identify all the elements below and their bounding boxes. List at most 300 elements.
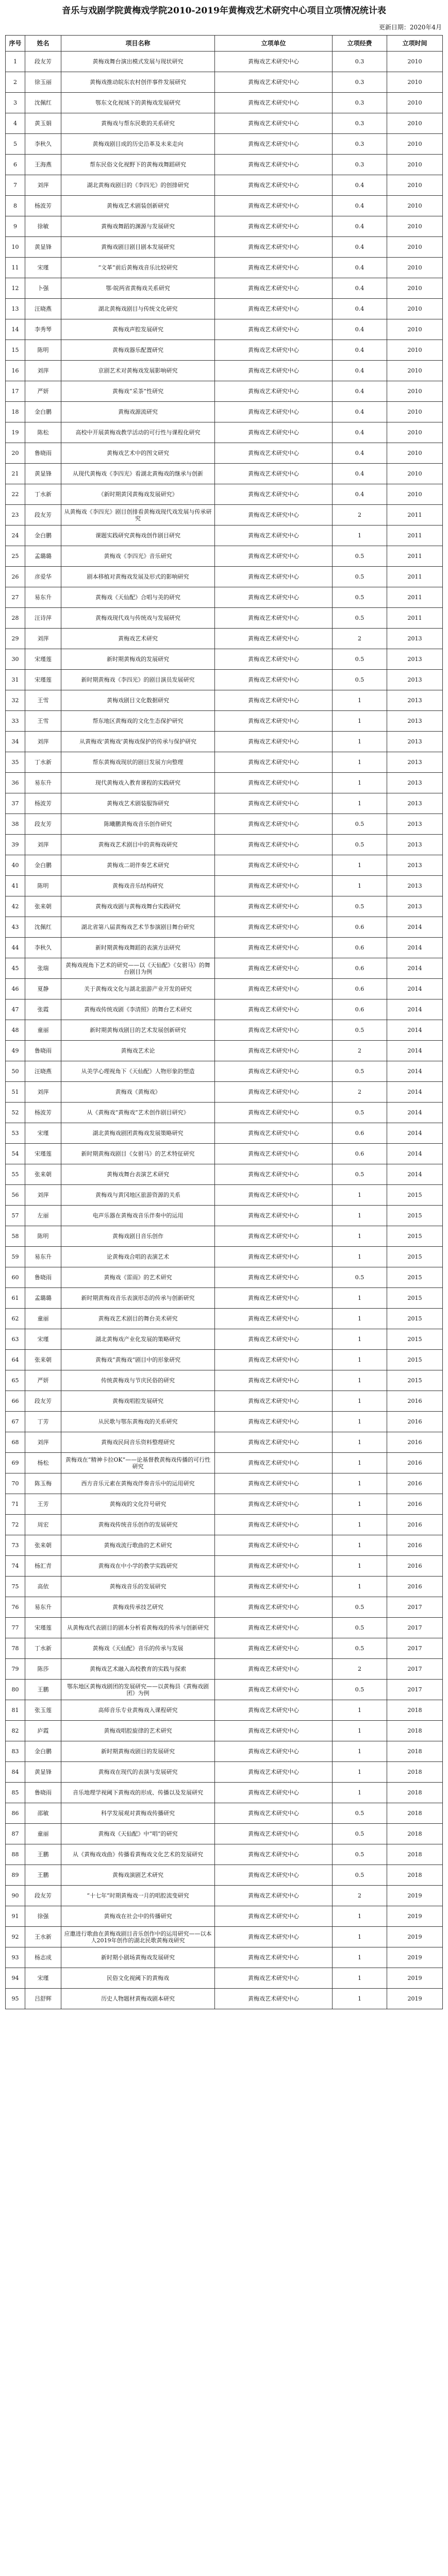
cell-index: 26 xyxy=(6,567,25,587)
cell-index: 4 xyxy=(6,113,25,134)
cell-year: 2013 xyxy=(387,896,443,917)
cell-unit: 黄梅戏艺术研究中心 xyxy=(215,1515,333,1535)
cell-project: 黄梅戏民间音乐资料整理研究 xyxy=(61,1432,215,1453)
cell-name: 周宏 xyxy=(25,1515,61,1535)
cell-year: 2016 xyxy=(387,1494,443,1515)
cell-name: 刘萍 xyxy=(25,361,61,381)
cell-unit: 黄梅戏艺术研究中心 xyxy=(215,1577,333,1597)
cell-index: 35 xyxy=(6,752,25,773)
cell-unit: 黄梅戏艺术研究中心 xyxy=(215,1164,333,1185)
cell-funding: 0.4 xyxy=(333,258,387,278)
cell-project: 黄梅戏二胡伴奏艺术研究 xyxy=(61,855,215,876)
cell-unit: 黄梅戏艺术研究中心 xyxy=(215,1886,333,1906)
cell-funding: 0.5 xyxy=(333,567,387,587)
cell-index: 17 xyxy=(6,381,25,402)
cell-project: 从现代黄梅戏《李四光》看湖北黄梅戏的继承与创新 xyxy=(61,464,215,484)
cell-funding: 0.5 xyxy=(333,1638,387,1659)
cell-funding: 0.3 xyxy=(333,113,387,134)
cell-name: 陈松 xyxy=(25,422,61,443)
cell-project: 黄梅戏《雷雨》的艺术研究 xyxy=(61,1267,215,1288)
cell-funding: 0.5 xyxy=(333,1680,387,1700)
cell-name: 鲁晓雨 xyxy=(25,1783,61,1803)
cell-name: 鲁晓雨 xyxy=(25,1041,61,1061)
cell-funding: 0.5 xyxy=(333,1803,387,1824)
cell-project: 黄梅戏传统音乐创作的发展研究 xyxy=(61,1515,215,1535)
cell-name: 宋瑾莲 xyxy=(25,1618,61,1638)
cell-name: 黄玉娟 xyxy=(25,113,61,134)
cell-funding: 1 xyxy=(333,1206,387,1226)
cell-index: 65 xyxy=(6,1370,25,1391)
table-row xyxy=(6,1453,443,1473)
cell-year: 2010 xyxy=(387,258,443,278)
cell-unit: 黄梅戏艺术研究中心 xyxy=(215,1638,333,1659)
cell-year: 2014 xyxy=(387,917,443,938)
cell-year: 2014 xyxy=(387,1123,443,1144)
cell-year: 2018 xyxy=(387,1762,443,1783)
cell-year: 2014 xyxy=(387,979,443,999)
cell-name: 徐敏 xyxy=(25,216,61,237)
cell-funding: 1 xyxy=(333,1762,387,1783)
cell-index: 8 xyxy=(6,196,25,216)
cell-year: 2018 xyxy=(387,1721,443,1741)
cell-year: 2019 xyxy=(387,1989,443,2009)
table-row xyxy=(6,1535,443,1556)
cell-year: 2013 xyxy=(387,773,443,793)
table-row xyxy=(6,216,443,237)
table-row xyxy=(6,1865,443,1886)
table-row xyxy=(6,443,443,464)
cell-unit: 黄梅戏艺术研究中心 xyxy=(215,134,333,155)
cell-index: 9 xyxy=(6,216,25,237)
cell-year: 2014 xyxy=(387,938,443,958)
cell-unit: 黄梅戏艺术研究中心 xyxy=(215,1865,333,1886)
cell-funding: 1 xyxy=(333,1741,387,1762)
cell-unit: 黄梅戏艺术研究中心 xyxy=(215,1473,333,1494)
cell-unit: 黄梅戏艺术研究中心 xyxy=(215,1824,333,1844)
cell-unit: 黄梅戏艺术研究中心 xyxy=(215,278,333,299)
table-row xyxy=(6,155,443,175)
cell-funding: 1 xyxy=(333,855,387,876)
cell-name: 张瑞 xyxy=(25,958,61,979)
cell-funding: 1 xyxy=(333,1412,387,1432)
cell-index: 7 xyxy=(6,175,25,196)
cell-project: 现代黄梅戏入教育课程的实践研究 xyxy=(61,773,215,793)
header-project: 项目名称 xyxy=(61,36,215,52)
cell-funding: 1 xyxy=(333,1906,387,1927)
cell-index: 59 xyxy=(6,1247,25,1267)
cell-name: 夏静 xyxy=(25,979,61,999)
cell-name: 张霞 xyxy=(25,999,61,1020)
table-row xyxy=(6,711,443,732)
cell-name: 陈明 xyxy=(25,340,61,361)
cell-year: 2013 xyxy=(387,752,443,773)
cell-name: 左丽 xyxy=(25,1206,61,1226)
cell-name: 彦爱华 xyxy=(25,567,61,587)
cell-project: 高校中开展黄梅戏教学活动的可行性与课程化研究 xyxy=(61,422,215,443)
table-row xyxy=(6,773,443,793)
cell-year: 2015 xyxy=(387,1288,443,1309)
cell-project: 传统黄梅戏与节庆民俗的研究 xyxy=(61,1370,215,1391)
cell-funding: 1 xyxy=(333,1700,387,1721)
cell-index: 89 xyxy=(6,1865,25,1886)
cell-name: 高依 xyxy=(25,1577,61,1597)
cell-index: 68 xyxy=(6,1432,25,1453)
cell-name: 汪晓燕 xyxy=(25,1061,61,1082)
cell-name: 段友芳 xyxy=(25,814,61,835)
cell-project: 黄梅戏剧目成的历史沿革及未来走向 xyxy=(61,134,215,155)
cell-name: 黄显锋 xyxy=(25,464,61,484)
cell-index: 44 xyxy=(6,938,25,958)
cell-name: 卜强 xyxy=(25,278,61,299)
table-row xyxy=(6,1906,443,1927)
cell-funding: 0.5 xyxy=(333,1061,387,1082)
cell-funding: 0.5 xyxy=(333,1597,387,1618)
cell-name: 丁水新 xyxy=(25,1638,61,1659)
table-row xyxy=(6,629,443,649)
cell-index: 83 xyxy=(6,1741,25,1762)
cell-project: 黄梅戏艺术剧目的舞台美术研究 xyxy=(61,1309,215,1329)
cell-project: 新时期黄梅戏剧目的艺术发展创新研究 xyxy=(61,1020,215,1041)
cell-project: 黄梅戏的文化符号研究 xyxy=(61,1494,215,1515)
cell-funding: 1 xyxy=(333,773,387,793)
cell-year: 2010 xyxy=(387,381,443,402)
cell-funding: 0.5 xyxy=(333,896,387,917)
project-table xyxy=(5,35,443,2009)
cell-name: 段友芳 xyxy=(25,505,61,526)
cell-funding: 1 xyxy=(333,1947,387,1968)
cell-project: 黄梅戏艺术融入高校教育的实践与探索 xyxy=(61,1659,215,1680)
cell-year: 2011 xyxy=(387,526,443,546)
cell-index: 62 xyxy=(6,1309,25,1329)
cell-year: 2010 xyxy=(387,464,443,484)
table-row xyxy=(6,422,443,443)
table-row xyxy=(6,340,443,361)
cell-project: “十七年”时期黄梅戏一月的唱腔流变研究 xyxy=(61,1886,215,1906)
cell-name: 鲁晓雨 xyxy=(25,1267,61,1288)
cell-name: 丁芳 xyxy=(25,1412,61,1432)
cell-unit: 黄梅戏艺术研究中心 xyxy=(215,1783,333,1803)
table-row xyxy=(6,237,443,258)
cell-index: 46 xyxy=(6,979,25,999)
cell-name: 易东升 xyxy=(25,587,61,608)
cell-project: 黄梅戏艺术中的图文研究 xyxy=(61,443,215,464)
table-row xyxy=(6,1185,443,1206)
cell-funding: 2 xyxy=(333,629,387,649)
cell-name: 王雪 xyxy=(25,690,61,711)
cell-funding: 0.4 xyxy=(333,361,387,381)
table-row xyxy=(6,72,443,93)
table-row xyxy=(6,134,443,155)
cell-index: 12 xyxy=(6,278,25,299)
table-row xyxy=(6,1123,443,1144)
cell-index: 85 xyxy=(6,1783,25,1803)
table-row xyxy=(6,649,443,670)
table-row xyxy=(6,1061,443,1082)
cell-project: 黄梅戏与帮东民歌的关系研究 xyxy=(61,113,215,134)
cell-year: 2010 xyxy=(387,216,443,237)
cell-year: 2019 xyxy=(387,1968,443,1989)
cell-index: 31 xyxy=(6,670,25,690)
cell-funding: 1 xyxy=(333,732,387,752)
cell-year: 2014 xyxy=(387,958,443,979)
table-row xyxy=(6,896,443,917)
cell-funding: 0.5 xyxy=(333,649,387,670)
cell-index: 15 xyxy=(6,340,25,361)
cell-year: 2016 xyxy=(387,1515,443,1535)
cell-funding: 0.4 xyxy=(333,381,387,402)
cell-year: 2010 xyxy=(387,196,443,216)
cell-project: 黄梅戏《天仙配》音乐的传承与发展 xyxy=(61,1638,215,1659)
cell-project: 科学发展观对黄梅戏传播研究 xyxy=(61,1803,215,1824)
cell-project: 黄梅戏在“精神卡拉OK”——论基督教黄梅戏传播的可行性研究 xyxy=(61,1453,215,1473)
cell-funding: 0.3 xyxy=(333,72,387,93)
cell-name: 刘萍 xyxy=(25,1185,61,1206)
table-body xyxy=(6,52,443,2009)
cell-unit: 黄梅戏艺术研究中心 xyxy=(215,1185,333,1206)
cell-year: 2013 xyxy=(387,690,443,711)
cell-project: 黄梅戏剧目文化数据研究 xyxy=(61,690,215,711)
cell-unit: 黄梅戏艺术研究中心 xyxy=(215,855,333,876)
cell-funding: 0.4 xyxy=(333,464,387,484)
cell-year: 2010 xyxy=(387,484,443,505)
table-row xyxy=(6,1721,443,1741)
table-row xyxy=(6,587,443,608)
cell-year: 2018 xyxy=(387,1865,443,1886)
cell-year: 2010 xyxy=(387,340,443,361)
cell-funding: 1 xyxy=(333,793,387,814)
cell-name: 孟璐璐 xyxy=(25,546,61,567)
cell-name: 金白鹏 xyxy=(25,855,61,876)
cell-funding: 1 xyxy=(333,1968,387,1989)
cell-year: 2015 xyxy=(387,1185,443,1206)
cell-project: 黄梅戏艺术剧装服饰研究 xyxy=(61,793,215,814)
table-row xyxy=(6,938,443,958)
table-row xyxy=(6,793,443,814)
cell-funding: 0.4 xyxy=(333,216,387,237)
table-row xyxy=(6,1989,443,2009)
table-row xyxy=(6,258,443,278)
table-row xyxy=(6,464,443,484)
cell-name: 杨波芳 xyxy=(25,1103,61,1123)
cell-name: 宋瑾莲 xyxy=(25,1144,61,1164)
cell-index: 52 xyxy=(6,1103,25,1123)
table-row xyxy=(6,752,443,773)
cell-project: 关于黄梅戏文化与湖北旅游产业开发的研究 xyxy=(61,979,215,999)
cell-index: 40 xyxy=(6,855,25,876)
cell-project: 湖北黄梅戏剧目与传统文化研究 xyxy=(61,299,215,319)
table-row xyxy=(6,1515,443,1535)
cell-project: 黄梅戏在中小学的教学实践研究 xyxy=(61,1556,215,1577)
cell-project: 从黄梅戏‘黄梅戏’黄梅戏保护的传承与保护研究 xyxy=(61,732,215,752)
cell-funding: 0.4 xyxy=(333,196,387,216)
cell-funding: 1 xyxy=(333,1556,387,1577)
cell-name: 段友芳 xyxy=(25,52,61,72)
cell-funding: 0.5 xyxy=(333,1020,387,1041)
cell-year: 2011 xyxy=(387,587,443,608)
cell-unit: 黄梅戏艺术研究中心 xyxy=(215,999,333,1020)
cell-name: 黄显锋 xyxy=(25,237,61,258)
cell-unit: 黄梅戏艺术研究中心 xyxy=(215,1432,333,1453)
cell-year: 2016 xyxy=(387,1473,443,1494)
cell-unit: 黄梅戏艺术研究中心 xyxy=(215,340,333,361)
cell-project: 从黄梅戏《李四光》剧目创排看黄梅戏现代戏发展与传承研究 xyxy=(61,505,215,526)
cell-index: 75 xyxy=(6,1577,25,1597)
cell-unit: 黄梅戏艺术研究中心 xyxy=(215,52,333,72)
cell-name: 沈佩红 xyxy=(25,93,61,113)
cell-name: 杨波芳 xyxy=(25,793,61,814)
cell-funding: 0.5 xyxy=(333,1844,387,1865)
cell-funding: 2 xyxy=(333,1082,387,1103)
table-row xyxy=(6,1226,443,1247)
cell-funding: 0.4 xyxy=(333,278,387,299)
cell-year: 2014 xyxy=(387,1144,443,1164)
cell-unit: 黄梅戏艺术研究中心 xyxy=(215,299,333,319)
table-row xyxy=(6,546,443,567)
cell-index: 18 xyxy=(6,402,25,422)
cell-index: 64 xyxy=(6,1350,25,1370)
cell-project: 黄梅戏器乐配置研究 xyxy=(61,340,215,361)
table-row xyxy=(6,1783,443,1803)
cell-project: 帮东黄梅戏现状的剧目发展方向整理 xyxy=(61,752,215,773)
cell-name: 邵敏 xyxy=(25,1803,61,1824)
cell-unit: 黄梅戏艺术研究中心 xyxy=(215,1659,333,1680)
table-row xyxy=(6,1947,443,1968)
cell-index: 76 xyxy=(6,1597,25,1618)
cell-funding: 0.5 xyxy=(333,608,387,629)
cell-project: 应邀进行歌曲在黄梅戏剧目音乐创作中的运用研究——以本人2019年创作的湖北民歌黄梅戏研究 xyxy=(61,1927,215,1947)
cell-unit: 黄梅戏艺术研究中心 xyxy=(215,835,333,855)
cell-name: 易东升 xyxy=(25,1597,61,1618)
cell-funding: 0.3 xyxy=(333,93,387,113)
cell-funding: 0.5 xyxy=(333,1267,387,1288)
cell-funding: 1 xyxy=(333,1391,387,1412)
cell-name: 陈玉梅 xyxy=(25,1473,61,1494)
cell-name: 刘萍 xyxy=(25,732,61,752)
cell-name: 汪诗萍 xyxy=(25,608,61,629)
cell-year: 2013 xyxy=(387,629,443,649)
cell-funding: 0.4 xyxy=(333,422,387,443)
cell-project: 从美学心理视角下《天仙配》人物形象的塑造 xyxy=(61,1061,215,1082)
cell-year: 2015 xyxy=(387,1329,443,1350)
cell-funding: 1 xyxy=(333,526,387,546)
cell-unit: 黄梅戏艺术研究中心 xyxy=(215,484,333,505)
cell-index: 34 xyxy=(6,732,25,752)
cell-unit: 黄梅戏艺术研究中心 xyxy=(215,443,333,464)
cell-year: 2017 xyxy=(387,1638,443,1659)
cell-index: 66 xyxy=(6,1391,25,1412)
table-row xyxy=(6,567,443,587)
cell-project: 黄梅戏推动皖东农村创伴事件发展研究 xyxy=(61,72,215,93)
cell-project: 音乐地理学视阈下黄梅戏的形成、传播以及发展研究 xyxy=(61,1783,215,1803)
header-unit: 立项单位 xyxy=(215,36,333,52)
cell-funding: 1 xyxy=(333,1185,387,1206)
cell-project: 黄梅戏《天仙配》合唱与美的研究 xyxy=(61,587,215,608)
cell-index: 53 xyxy=(6,1123,25,1144)
cell-index: 3 xyxy=(6,93,25,113)
cell-project: 湖北省第八届黄梅戏艺术节参演剧目舞台研究 xyxy=(61,917,215,938)
cell-year: 2010 xyxy=(387,175,443,196)
cell-project: 黄梅戏在社会中的传播研究 xyxy=(61,1906,215,1927)
cell-unit: 黄梅戏艺术研究中心 xyxy=(215,1989,333,2009)
cell-index: 16 xyxy=(6,361,25,381)
cell-name: 金白鹏 xyxy=(25,526,61,546)
cell-funding: 1 xyxy=(333,1226,387,1247)
table-row xyxy=(6,1020,443,1041)
cell-funding: 1 xyxy=(333,876,387,896)
cell-year: 2019 xyxy=(387,1906,443,1927)
cell-name: 张玉莲 xyxy=(25,1700,61,1721)
cell-funding: 0.6 xyxy=(333,938,387,958)
cell-funding: 1 xyxy=(333,1927,387,1947)
cell-year: 2015 xyxy=(387,1370,443,1391)
cell-unit: 黄梅戏艺术研究中心 xyxy=(215,1288,333,1309)
cell-project: 从黄梅戏代表剧目的剧本分析看黄梅戏的传承与创新研究 xyxy=(61,1618,215,1638)
table-row xyxy=(6,1309,443,1329)
cell-project: 新时期黄梅戏《李四光》的剧目演员发展研究 xyxy=(61,670,215,690)
cell-index: 6 xyxy=(6,155,25,175)
cell-name: 宋瑾 xyxy=(25,258,61,278)
cell-unit: 黄梅戏艺术研究中心 xyxy=(215,1309,333,1329)
cell-name: 丁水新 xyxy=(25,752,61,773)
cell-unit: 黄梅戏艺术研究中心 xyxy=(215,587,333,608)
cell-year: 2014 xyxy=(387,999,443,1020)
cell-unit: 黄梅戏艺术研究中心 xyxy=(215,938,333,958)
cell-funding: 0.5 xyxy=(333,670,387,690)
cell-funding: 1 xyxy=(333,1370,387,1391)
cell-index: 60 xyxy=(6,1267,25,1288)
table-row xyxy=(6,402,443,422)
cell-project: 湖北黄梅戏剧目的《李四光》的创排研究 xyxy=(61,175,215,196)
cell-year: 2016 xyxy=(387,1577,443,1597)
cell-funding: 0.4 xyxy=(333,402,387,422)
cell-project: 湖北黄梅戏产业化发展的策略研究 xyxy=(61,1329,215,1350)
cell-funding: 1 xyxy=(333,1577,387,1597)
cell-project: 新时期黄梅戏的发展研究 xyxy=(61,649,215,670)
cell-funding: 0.5 xyxy=(333,546,387,567)
cell-project: 黄梅戏剧目音乐创作 xyxy=(61,1226,215,1247)
cell-unit: 黄梅戏艺术研究中心 xyxy=(215,258,333,278)
cell-unit: 黄梅戏艺术研究中心 xyxy=(215,526,333,546)
cell-project: 黄梅戏唱腔旋律的艺术研究 xyxy=(61,1721,215,1741)
cell-unit: 黄梅戏艺术研究中心 xyxy=(215,464,333,484)
cell-project: 黄梅戏戏剧与黄梅戏舞台实践研究 xyxy=(61,896,215,917)
cell-year: 2014 xyxy=(387,1082,443,1103)
cell-index: 58 xyxy=(6,1226,25,1247)
cell-name: 刘萍 xyxy=(25,835,61,855)
cell-funding: 1 xyxy=(333,1989,387,2009)
cell-index: 28 xyxy=(6,608,25,629)
cell-year: 2015 xyxy=(387,1267,443,1288)
cell-name: 严妍 xyxy=(25,1370,61,1391)
table-row xyxy=(6,299,443,319)
cell-year: 2016 xyxy=(387,1556,443,1577)
table-row xyxy=(6,1267,443,1288)
cell-index: 80 xyxy=(6,1680,25,1700)
cell-unit: 黄梅戏艺术研究中心 xyxy=(215,1721,333,1741)
cell-year: 2015 xyxy=(387,1247,443,1267)
cell-project: 黄梅戏《天仙配》中“唱”的研究 xyxy=(61,1824,215,1844)
cell-index: 27 xyxy=(6,587,25,608)
cell-name: 童丽 xyxy=(25,1309,61,1329)
cell-project: 黄梅戏唱腔发展研究 xyxy=(61,1391,215,1412)
cell-year: 2010 xyxy=(387,72,443,93)
cell-year: 2018 xyxy=(387,1700,443,1721)
cell-year: 2014 xyxy=(387,1041,443,1061)
cell-year: 2018 xyxy=(387,1803,443,1824)
cell-name: 刘萍 xyxy=(25,629,61,649)
cell-year: 2013 xyxy=(387,876,443,896)
cell-funding: 0.3 xyxy=(333,52,387,72)
